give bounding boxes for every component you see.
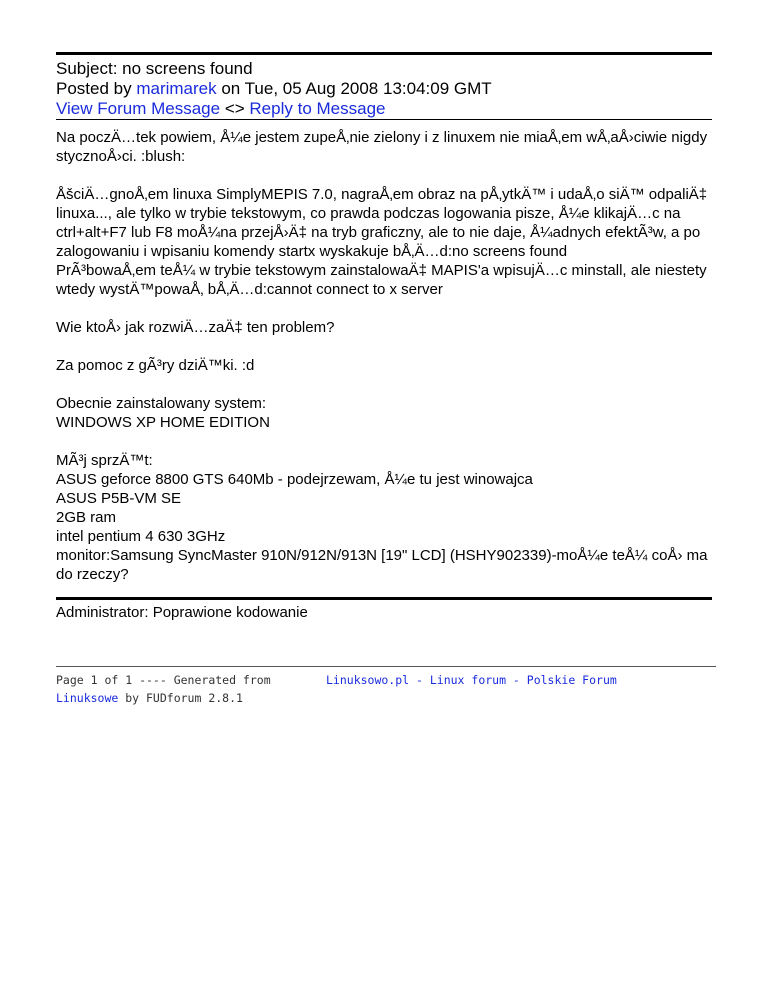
site-link[interactable]: Linuksowe	[56, 691, 119, 705]
text-line: do rzeczy?	[56, 566, 129, 583]
subject-text: no screens found	[122, 59, 253, 78]
message-page	[56, 0, 712, 641]
author-link[interactable]: marimarek	[136, 79, 217, 98]
paragraph-system	[56, 394, 712, 432]
text-line: 2GB ram	[56, 509, 117, 526]
paragraph-thanks	[56, 356, 712, 375]
message-body	[56, 120, 712, 622]
paragraph-intro	[56, 128, 712, 166]
text-line: ASUS geforce 8800 GTS 640Mb - podejrzewam, Å¼e tu jest winowajca	[56, 471, 533, 488]
text-line: Na poczÄ…tek powiem, Å¼e jestem zupeÅ‚nie zielony i z linuxem nie miaÅ‚em wÅ‚aÅ›ciwie nigdy	[56, 129, 708, 146]
page-footer	[56, 666, 716, 707]
text-line: linuxa..., ale tylko w trybie tekstowym, co prawda podczas logowania pisze, Å¼e klikajÄ…c na	[56, 205, 681, 222]
text-line: Administrator: Poprawione kodowanie	[56, 604, 308, 621]
link-separator: <>	[220, 99, 250, 118]
message-actions	[56, 99, 712, 119]
text-line: intel pentium 4 630 3GHz	[56, 528, 226, 545]
bottom-rule-wrap	[56, 597, 712, 600]
text-line: MÃ³j sprzÄ™t:	[56, 452, 153, 469]
text-line: Za pomoc z gÃ³ry dziÄ™ki. :d	[56, 357, 255, 374]
footer-right	[326, 671, 617, 707]
text-line: WINDOWS XP HOME EDITION	[56, 414, 270, 431]
text-line: Obecnie zainstalowany system:	[56, 395, 267, 412]
text-line: ctrl+alt+F7 lub F8 moÅ¼na przejÅ›Ä‡ na tryb graficzny, ale to nie daje, Å¼adnych efektÃ³w, a po	[56, 224, 701, 241]
text-line: stycznoÅ›ci. :blush:	[56, 148, 186, 165]
generator-text: by FUDforum 2.8.1	[118, 691, 243, 705]
text-line: ASUS P5B-VM SE	[56, 490, 182, 507]
text-line: wtedy wystÄ™powaÅ‚ bÅ‚Ä…d:cannot connect to x server	[56, 281, 443, 298]
paragraph-question	[56, 318, 712, 337]
forum-link[interactable]: Linuksowo.pl - Linux forum - Polskie Forum	[326, 673, 617, 687]
subject-line	[56, 59, 712, 79]
text-line: ÅšciÄ…gnoÅ‚em linuxa SimplyMEPIS 7.0, nagraÅ‚em obraz na pÅ‚ytkÄ™ i udaÅ‚o siÄ™ odpaliÄ‡	[56, 186, 708, 203]
paragraph-problem	[56, 185, 712, 299]
message-header	[56, 55, 712, 119]
text-line: Wie ktoÅ› jak rozwiÄ…zaÄ‡ ten problem?	[56, 319, 335, 336]
subject-label: Subject:	[56, 59, 123, 78]
posted-date: on Tue, 05 Aug 2008 13:04:09 GMT	[216, 79, 492, 98]
footer-left	[56, 671, 326, 707]
bottom-rule	[56, 597, 712, 600]
paragraph-admin-note	[56, 603, 712, 622]
text-line: monitor:Samsung SyncMaster 910N/912N/913N [19" LCD] (HSHY902339)-moÅ¼e teÅ¼ coÅ› ma	[56, 547, 708, 564]
footer-columns	[56, 667, 716, 707]
text-line: PrÃ³bowaÅ‚em teÅ¼ w trybie tekstowym zainstalowaÄ‡ MAPIS'a wpisujÄ…c minstall, ale niestety	[56, 262, 707, 279]
page-info: Page 1 of 1 ---- Generated from	[56, 673, 271, 687]
paragraph-hardware	[56, 451, 712, 584]
posted-by-line	[56, 79, 712, 99]
view-forum-message-link[interactable]: View Forum Message	[56, 99, 221, 118]
posted-by-label: Posted by	[56, 79, 137, 98]
reply-to-message-link[interactable]: Reply to Message	[249, 99, 386, 118]
text-line: zalogowaniu i wpisaniu komendy startx wyskakuje bÅ‚Ä…d:no screens found	[56, 243, 568, 260]
